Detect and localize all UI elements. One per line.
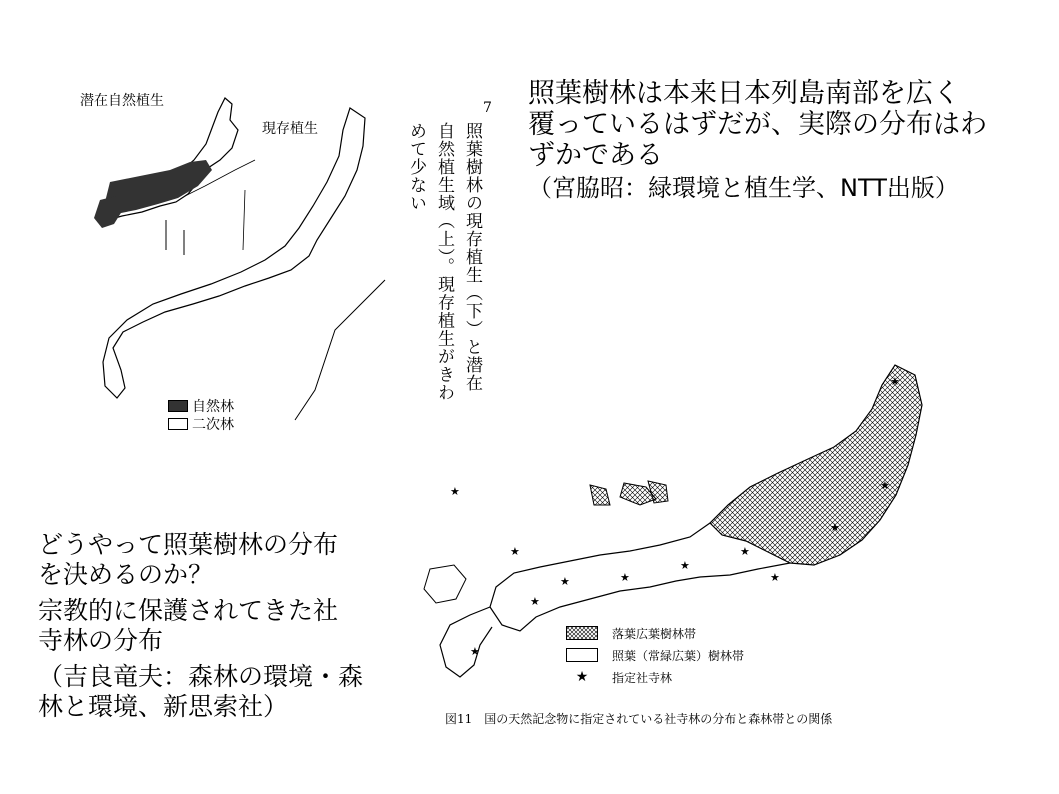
question-line: 宗教的に保護されてきた社	[38, 596, 339, 625]
current-vegetation-label: 現存植生	[262, 121, 318, 137]
shrine-star: ★	[510, 545, 520, 558]
legend-secondary-forest	[168, 414, 234, 434]
figure7-number: 7	[483, 100, 492, 116]
legend-label-evergreen: 照葉（常緑広葉）樹林帯	[612, 648, 745, 663]
figure11-caption: 図11 国の天然記念物に指定されている社寺林の分布と森林帯との関係	[445, 712, 833, 726]
shrine-star: ★	[890, 375, 900, 388]
question-line: どうやって照葉樹林の分布	[38, 530, 339, 559]
legend-deciduous	[566, 622, 744, 644]
question-line: を決めるのか？	[38, 560, 214, 589]
legend-swatch-secondary	[168, 418, 188, 430]
legend-label-deciduous: 落葉広葉樹林帯	[612, 626, 697, 641]
heading-line: 照葉樹林は本来日本列島南部を広く	[528, 78, 960, 109]
heading-line: 覆っているはずだが、実際の分布はわ	[528, 109, 987, 140]
potential-vegetation-label: 潜在自然植生	[80, 93, 164, 109]
shrine-star: ★	[680, 559, 690, 572]
legend-swatch-blank	[566, 648, 598, 662]
legend-swatch-crosshatch	[566, 626, 598, 640]
citation-line: （吉良竜夫：森林の環境・森	[38, 662, 364, 691]
current-vegetation-map	[95, 100, 405, 430]
legend-evergreen	[566, 644, 744, 666]
shrine-star: ★	[740, 545, 750, 558]
legend-label-secondary: 二次林	[192, 417, 234, 433]
shrine-star: ★	[470, 645, 480, 658]
caption-col: 自然植生域（上）。現存植生がきわ	[434, 122, 454, 402]
heading-source: （宮脇昭：緑環境と植生学、NTT出版）	[528, 174, 959, 202]
legend-natural-forest	[168, 396, 234, 416]
legend-label-shrine: 指定社寺林	[612, 670, 673, 685]
shrine-star: ★	[450, 485, 460, 498]
legend-label-natural: 自然林	[192, 399, 234, 415]
question-line: 寺林の分布	[38, 626, 164, 655]
caption-col: 照葉樹林の現存植生（下）と潜在	[462, 122, 482, 392]
shrine-star: ★	[830, 521, 840, 534]
shrine-star: ★	[620, 571, 630, 584]
citation-line: 林と環境、新思索社）	[38, 692, 289, 721]
caption-col: めて少ない	[406, 122, 426, 212]
star-icon: ★	[575, 669, 589, 685]
shrine-star: ★	[560, 575, 570, 588]
shrine-star: ★	[530, 595, 540, 608]
legend-swatch-natural	[168, 400, 188, 412]
shrine-star: ★	[880, 479, 890, 492]
shrine-star: ★	[770, 571, 780, 584]
legend-shrine	[566, 666, 744, 688]
question-text	[38, 530, 398, 722]
heading-line: ずかである	[528, 140, 663, 171]
figure11-legend	[566, 622, 744, 688]
slide-heading	[528, 78, 1048, 204]
